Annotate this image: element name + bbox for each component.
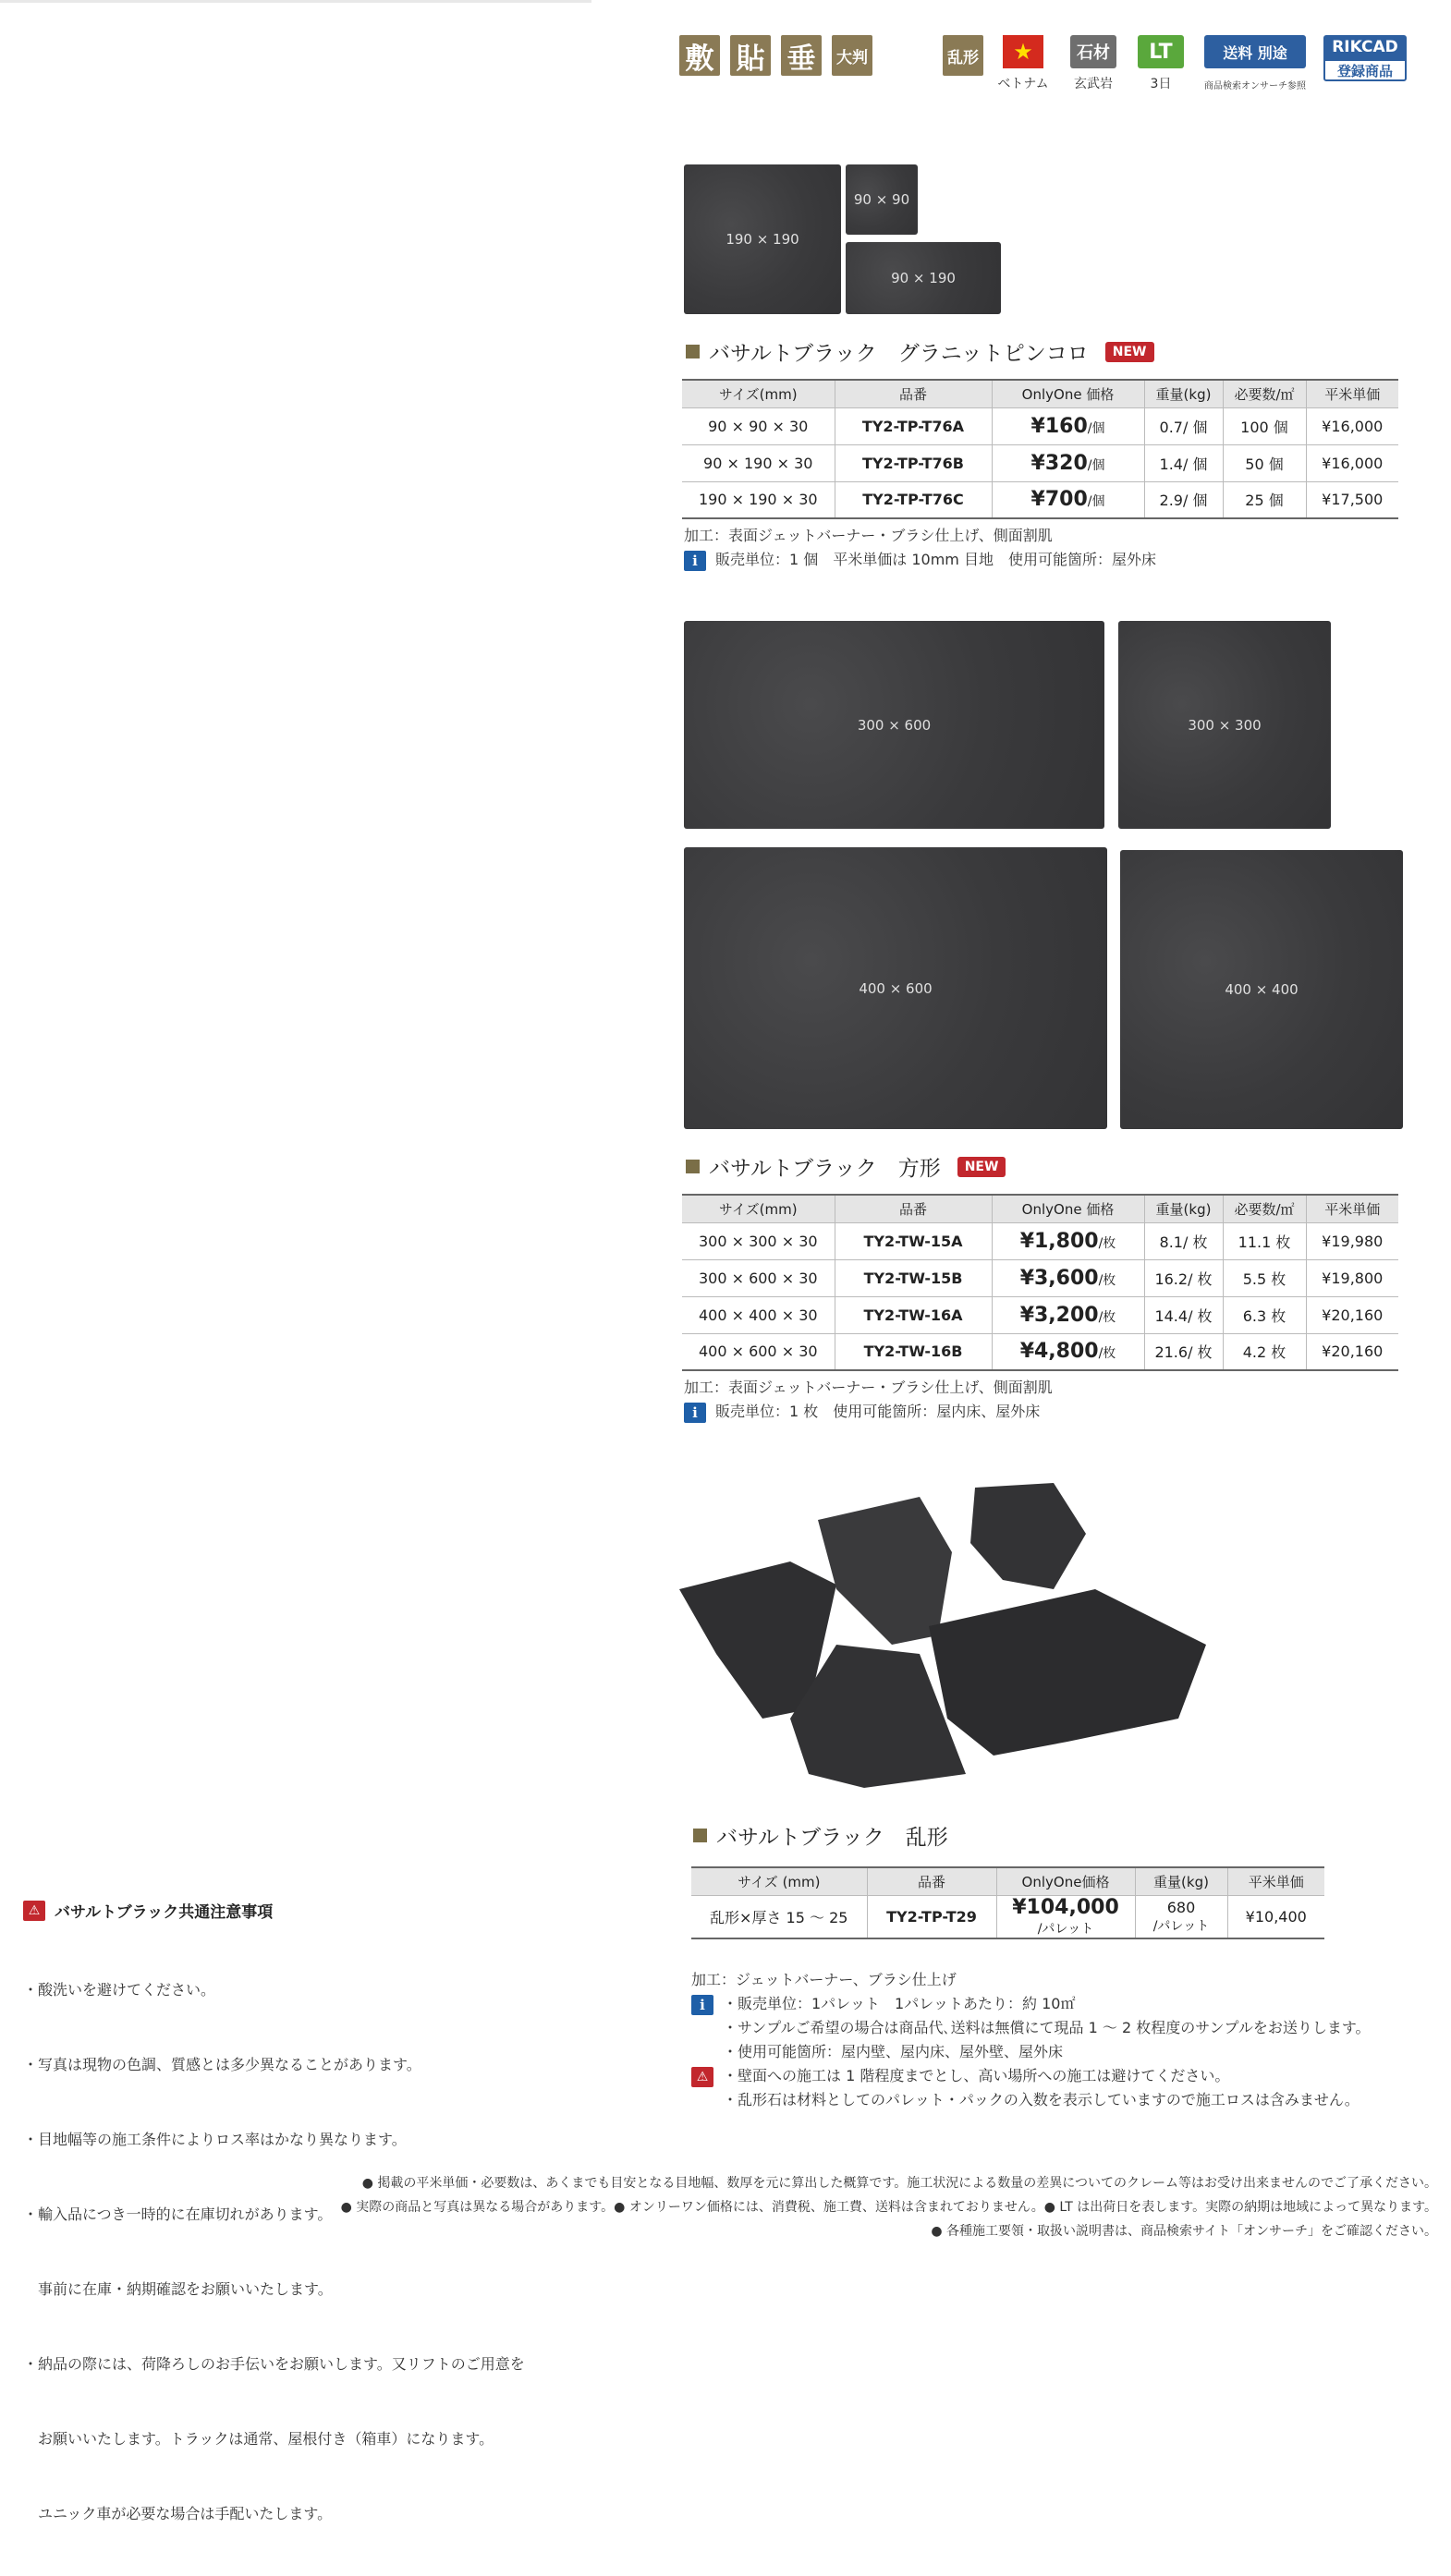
code-cell: TY2-TP-T29 xyxy=(867,1895,996,1938)
shipping-truck-icon: 送料 別途 xyxy=(1204,35,1306,68)
price-value: ¥4,800 xyxy=(1019,1340,1099,1364)
table-header-row xyxy=(682,1195,1398,1222)
info-note xyxy=(684,548,1156,572)
section-title-pinkoro xyxy=(686,336,1154,367)
size-label: 400 × 400 xyxy=(1225,981,1299,998)
irregular-stones-image xyxy=(679,1478,1215,1792)
warning-text: ・乱形石は材料としてのパレット・パックの入数を表示していますので施工ロスは含みません。 xyxy=(723,2091,1360,2108)
price-value: ¥104,000 xyxy=(1012,1895,1119,1919)
unit-price-cell: ¥16,000 xyxy=(1306,407,1398,444)
info-icon: i xyxy=(684,551,706,571)
caution-title-text: バサルトブラック共通注意事項 xyxy=(55,1903,274,1922)
list-item: ユニック車が必要な場合は手配いたします。 xyxy=(23,2505,333,2522)
col-header: 重量(kg) xyxy=(1144,1195,1223,1222)
price-unit: /枚 xyxy=(1098,1309,1116,1325)
weight-cell: 1.4/ 個 xyxy=(1144,444,1223,481)
col-header: 平米単価 xyxy=(1306,1195,1398,1222)
qty-cell: 100 個 xyxy=(1223,407,1306,444)
weight-cell: 16.2/ 枚 xyxy=(1144,1259,1223,1296)
title-marker xyxy=(686,345,700,358)
size-cell: 190 × 190 × 30 xyxy=(682,481,835,518)
stone-piece xyxy=(818,1497,952,1645)
stone-image-300x600 xyxy=(684,621,1104,829)
col-header: OnlyOne 価格 xyxy=(992,1195,1144,1222)
lead-time-icon: LT xyxy=(1138,35,1184,68)
new-badge: NEW xyxy=(1105,342,1154,362)
stone-image-190x190 xyxy=(684,164,841,314)
footer-line: ● 各種施工要領・取扱い説明書は、商品検索サイト「オンサーチ」をご確認ください。 xyxy=(931,2224,1437,2239)
list-item: ・酸洗いを避けてください。 xyxy=(23,1981,216,1999)
finish-note: 加工：表面ジェットバーナー・ブラシ仕上げ、側面割肌 xyxy=(684,1379,1053,1396)
table-row xyxy=(682,1259,1398,1296)
table-row xyxy=(691,1895,1324,1938)
finish-note: 加工：ジェットバーナー、ブラシ仕上げ xyxy=(691,1971,957,1988)
col-header: 重量(kg) xyxy=(1144,380,1223,407)
price-value: ¥320 xyxy=(1030,451,1088,475)
size-label: 300 × 600 xyxy=(857,716,932,734)
size-cell: 300 × 600 × 30 xyxy=(682,1259,835,1296)
qty-cell: 6.3 枚 xyxy=(1223,1296,1306,1333)
price-unit: /個 xyxy=(1087,457,1105,473)
new-badge: NEW xyxy=(957,1157,1006,1177)
col-header: OnlyOne 価格 xyxy=(992,380,1144,407)
footer-line: ● 掲載の平米単価・必要数は、あくまでも目安となる目地幅、数厚を元に算出した概算です。施工状況による数量の差異についてのクレーム等はお受け出来ませんのでご了承ください。 xyxy=(361,2176,1437,2191)
title-marker xyxy=(686,1160,700,1173)
unit-price-cell: ¥19,980 xyxy=(1306,1222,1398,1259)
code-cell: TY2-TP-T76B xyxy=(835,444,992,481)
stone-image-90x190 xyxy=(846,242,1001,314)
top-rule xyxy=(0,0,591,3)
list-item: 事前に在庫・納期確認をお願いいたします。 xyxy=(23,2280,333,2298)
size-label: 190 × 190 xyxy=(726,231,799,248)
price-cell xyxy=(992,1333,1144,1370)
col-header: サイズ (mm) xyxy=(691,1867,867,1895)
price-value: ¥700 xyxy=(1030,488,1088,512)
info-text: ・サンプルご希望の場合は商品代､送料は無償にて現品 1 ～ 2 枚程度のサンプルをお送りします。 xyxy=(723,2019,1371,2036)
code-cell: TY2-TW-16A xyxy=(835,1296,992,1333)
floor-paving-icon: 敷 xyxy=(679,35,720,76)
size-label: 400 × 600 xyxy=(859,979,933,997)
info-text: ・使用可能箇所：屋内壁、屋内床、屋外壁、屋外床 xyxy=(723,2043,1064,2060)
col-header: 品番 xyxy=(835,1195,992,1222)
qty-cell: 5.5 枚 xyxy=(1223,1259,1306,1296)
info-icon: i xyxy=(691,1995,713,2015)
notes-square xyxy=(684,1376,1053,1424)
size-label: 90 × 190 xyxy=(891,270,956,286)
weight-cell: 2.9/ 個 xyxy=(1144,481,1223,518)
price-unit: /枚 xyxy=(1098,1235,1116,1251)
price-cell xyxy=(996,1895,1135,1938)
stone-piece xyxy=(929,1589,1206,1756)
title-marker xyxy=(693,1829,707,1842)
price-value: ¥3,600 xyxy=(1019,1266,1099,1290)
stone-image-90x90 xyxy=(846,164,918,235)
origin-caption: ベトナム xyxy=(997,77,1049,91)
info-note xyxy=(691,1992,1371,2016)
weight-value: 680 xyxy=(1166,1898,1196,1916)
price-value: ¥160 xyxy=(1030,414,1088,438)
price-cell xyxy=(992,444,1144,481)
section-title-irregular xyxy=(693,1820,948,1851)
price-cell xyxy=(992,407,1144,444)
col-header: OnlyOne価格 xyxy=(996,1867,1135,1895)
unit-price-cell: ¥19,800 xyxy=(1306,1259,1398,1296)
list-item: ・目地幅等の施工条件によりロス率はかなり異なります。 xyxy=(23,2131,407,2148)
unit-price-cell: ¥16,000 xyxy=(1306,444,1398,481)
stone-image-400x600 xyxy=(684,847,1107,1129)
col-header: 重量(kg) xyxy=(1135,1867,1227,1895)
size-cell: 乱形×厚さ 15 ～ 25 xyxy=(691,1895,867,1938)
title-text: バサルトブラック 乱形 xyxy=(716,1826,948,1850)
finish-note: 加工：表面ジェットバーナー・ブラシ仕上げ、側面割肌 xyxy=(684,527,1053,544)
list-item: ・納品の際には、荷降ろしのお手伝いをお願いします。又リフトのご用意を xyxy=(23,2355,525,2373)
qty-cell: 4.2 枚 xyxy=(1223,1333,1306,1370)
title-text: バサルトブラック グラニットピンコロ xyxy=(709,342,1089,366)
price-unit: /個 xyxy=(1087,494,1105,510)
col-header: 平米単価 xyxy=(1227,1867,1324,1895)
price-cell xyxy=(992,1296,1144,1333)
size-label: 90 × 90 xyxy=(853,191,910,208)
size-cell: 400 × 400 × 30 xyxy=(682,1296,835,1333)
large-format-icon: 大判 xyxy=(832,35,872,76)
col-header: 品番 xyxy=(867,1867,996,1895)
qty-cell: 11.1 枚 xyxy=(1223,1222,1306,1259)
footer-line: ● 実際の商品と写真は異なる場合があります。● オンリーワン価格には、消費税、施工費、送料は含まれておりません。● LT は出荷日を表します。実際の納期は地域によって異なります。 xyxy=(340,2200,1437,2215)
table-row xyxy=(682,1333,1398,1370)
table-row xyxy=(682,444,1398,481)
stone-image-300x300 xyxy=(1118,621,1331,829)
code-cell: TY2-TW-16B xyxy=(835,1333,992,1370)
section-title-square xyxy=(686,1151,1006,1182)
price-cell xyxy=(992,1222,1144,1259)
table-header-row xyxy=(682,380,1398,407)
warning-icon: ⚠ xyxy=(23,1901,45,1921)
footer-notes xyxy=(236,2171,1437,2243)
caution-title xyxy=(23,1899,615,1922)
code-cell: TY2-TP-T76A xyxy=(835,407,992,444)
table-row xyxy=(682,481,1398,518)
size-label: 300 × 300 xyxy=(1188,716,1262,734)
warning-icon: ⚠ xyxy=(691,2067,713,2087)
price-unit: /枚 xyxy=(1098,1272,1116,1288)
stone-piece xyxy=(970,1483,1086,1589)
code-cell: TY2-TW-15A xyxy=(835,1222,992,1259)
weight-cell: 14.4/ 枚 xyxy=(1144,1296,1223,1333)
price-cell xyxy=(992,481,1144,518)
wall-cladding-icon: 貼 xyxy=(730,35,771,76)
col-header: 必要数/㎡ xyxy=(1223,1195,1306,1222)
spec-table-square xyxy=(682,1194,1398,1371)
rikcad-registered-label: 登録商品 xyxy=(1323,59,1407,81)
stone-image-400x400 xyxy=(1120,850,1403,1129)
spec-table-pinkoro xyxy=(682,379,1398,519)
info-icon: i xyxy=(684,1403,706,1423)
list-item: お願いいたします。トラックは通常、屋根付き（箱車）になります。 xyxy=(23,2430,494,2448)
code-cell: TY2-TP-T76C xyxy=(835,481,992,518)
table-row xyxy=(682,1296,1398,1333)
qty-cell: 25 個 xyxy=(1223,481,1306,518)
notes-pinkoro xyxy=(684,524,1156,572)
rikcad-label: RIKCAD xyxy=(1323,35,1407,59)
unit-price-cell: ¥20,160 xyxy=(1306,1333,1398,1370)
price-cell xyxy=(992,1259,1144,1296)
warning-text: ・壁面への施工は 1 階程度までとし、高い場所への施工は避けてください。 xyxy=(723,2067,1230,2084)
info-text: 販売単位：1 個 平米単価は 10mm 目地 使用可能箇所：屋外床 xyxy=(715,551,1156,568)
col-header: サイズ(mm) xyxy=(682,1195,835,1222)
list-item: ・写真は現物の色調、質感とは多少異なることがあります。 xyxy=(23,2056,421,2073)
price-unit: /枚 xyxy=(1098,1346,1116,1362)
table-row xyxy=(682,1222,1398,1259)
shipping-caption: 商品検索オンサーチ参照 xyxy=(1204,81,1306,91)
title-text: バサルトブラック 方形 xyxy=(709,1157,941,1181)
size-cell: 90 × 90 × 30 xyxy=(682,407,835,444)
lead-time-caption: 3日 xyxy=(1150,77,1172,91)
warning-note xyxy=(691,2064,1371,2088)
info-text: ・販売単位：1パレット 1パレットあたり：約 10㎡ xyxy=(723,1995,1076,2012)
weight-unit: /パレット xyxy=(1152,1918,1210,1934)
info-text: 販売単位：1 枚 使用可能箇所：屋内床、屋外床 xyxy=(715,1403,1041,1420)
stone-type-caption: 玄武岩 xyxy=(1074,77,1113,91)
table-header-row xyxy=(691,1867,1324,1895)
stone-type-icon: 石材 xyxy=(1070,35,1116,68)
weight-cell xyxy=(1135,1895,1227,1938)
col-header: サイズ(mm) xyxy=(682,380,835,407)
vertical-icon: 垂 xyxy=(781,35,822,76)
table-row xyxy=(682,407,1398,444)
vietnam-flag-icon: ★ xyxy=(1003,35,1043,68)
weight-cell: 0.7/ 個 xyxy=(1144,407,1223,444)
price-unit: /個 xyxy=(1087,420,1105,436)
unit-price-cell: ¥10,400 xyxy=(1227,1895,1324,1938)
price-unit: /パレット xyxy=(1037,1921,1094,1937)
spec-table-irregular xyxy=(691,1866,1324,1939)
weight-cell: 8.1/ 枚 xyxy=(1144,1222,1223,1259)
notes-irregular xyxy=(691,1968,1371,2112)
unit-price-cell: ¥20,160 xyxy=(1306,1296,1398,1333)
irregular-shape-icon: 乱形 xyxy=(943,35,983,76)
col-header: 必要数/㎡ xyxy=(1223,380,1306,407)
price-value: ¥3,200 xyxy=(1019,1303,1099,1327)
unit-price-cell: ¥17,500 xyxy=(1306,481,1398,518)
price-value: ¥1,800 xyxy=(1019,1229,1099,1253)
size-cell: 300 × 300 × 30 xyxy=(682,1222,835,1259)
size-cell: 90 × 190 × 30 xyxy=(682,444,835,481)
caution-list xyxy=(23,1927,615,2576)
col-header: 平米単価 xyxy=(1306,380,1398,407)
weight-cell: 21.6/ 枚 xyxy=(1144,1333,1223,1370)
qty-cell: 50 個 xyxy=(1223,444,1306,481)
list-item: ・輸入品につき一時的に在庫切れがあります。 xyxy=(23,2205,333,2223)
code-cell: TY2-TW-15B xyxy=(835,1259,992,1296)
col-header: 品番 xyxy=(835,380,992,407)
info-note xyxy=(684,1400,1053,1424)
size-cell: 400 × 600 × 30 xyxy=(682,1333,835,1370)
